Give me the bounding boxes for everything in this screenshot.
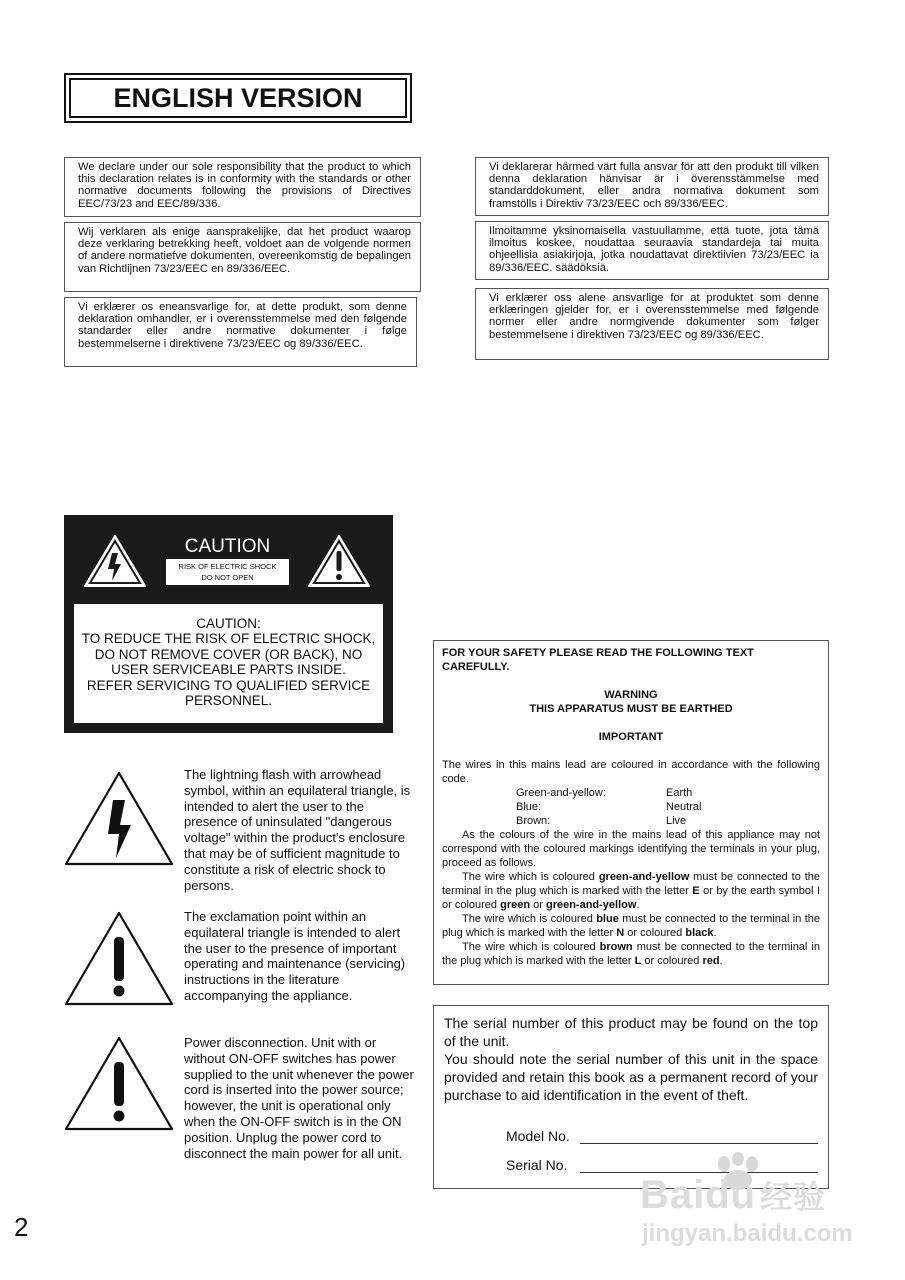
page-number: 2 bbox=[14, 1212, 29, 1242]
code-color: Green-and-yellow: bbox=[516, 787, 606, 799]
exclamation-warning-icon bbox=[306, 533, 372, 589]
wire-mismatch-paragraph: As the colours of the wire in the mains lead of this appliance may not correspond with the coloured markings identifying the terminals in your plug, proceed as follows. bbox=[442, 829, 820, 869]
watermark-brand: Baidu bbox=[640, 1173, 757, 1217]
earth-wire-paragraph: The wire which is coloured green-and-yellow must be connected to the terminal in the plug which is marked with the letter E or by the earth symbol I or coloured green or green-and-yellow. bbox=[442, 871, 820, 911]
code-meaning: Live bbox=[666, 815, 687, 827]
safety-notice-box bbox=[433, 640, 829, 985]
declaration-swedish: Vi deklarerar härmed värt fulla ansvar för att den produkt till vilken denna deklaration hänvisar är i överensstämmelse med standarddokument, eller andra normativa dokument som framstölls i Direktiv 73/23/EEC och 89/336/EEC. bbox=[475, 157, 829, 216]
live-wire-paragraph: The wire which is coloured brown must be connected to the terminal in the plug which is marked with the letter L or coloured red. bbox=[442, 941, 820, 967]
declaration-norwegian: Vi erklærer oss alene ansvarlige for at produktet som denne erklæringen gjelder for, er i overensstemmelse med følgende normer eller andre normgivende dokumenter som følger bestemmelsene i direktiven 73/23/EEC og 89/336/EEC. bbox=[475, 288, 829, 360]
neutral-wire-paragraph: The wire which is coloured blue must be connected to the terminal in the plug which is marked with the letter N or coloured black. bbox=[442, 913, 820, 939]
caution-risk-text: RISK OF ELECTRIC SHOCK bbox=[178, 562, 277, 571]
wire-color-code-table bbox=[442, 786, 820, 828]
model-no-field[interactable] bbox=[580, 1143, 818, 1144]
earth-symbol-icon: I bbox=[816, 885, 820, 897]
lightning-warning-icon bbox=[82, 533, 148, 589]
warning-subheading: THIS APPARATUS MUST BE EARTHED bbox=[529, 703, 733, 715]
exclamation-symbol-description: The exclamation point within an equilateral triangle is intended to alert the user to the presence of important operating and maintenance (servicing) instructions in the literature accompanying the appliance. bbox=[184, 909, 406, 1003]
caution-line: USER SERVICEABLE PARTS INSIDE. bbox=[111, 662, 346, 678]
power-disconnection-description: Power disconnection. Unit with or without ON-OFF switches has power supplied to the unit whenever the power cord is inserted into the power source; however, the unit is operational only when the ON-OFF switch is in the ON position. Unplug the power cord to disconnect the main power for all unit. bbox=[184, 1035, 414, 1161]
caution-do-not-open-text: DO NOT OPEN bbox=[201, 573, 254, 582]
declaration-danish: Vi erklærer os eneansvarlige for, at dette produkt, som denne deklaration omhandler, er i overensstemmelse med den følgende standarder eller andre normative dokumenter i følge bestemmelserne i direktivene 73/23/EEC og 89/336/EEC. bbox=[64, 297, 417, 367]
declaration-finnish: Ilmoitamme yksinomaisella vastuullamme, että tuote, jota tämä ilmoitus koskee, noudattaa seuraavia standardeja tai muita ohjeellisia asiakirjoja, jotka noudattavat direktiivien 73/23/EEC ia 89/336/EEC. säädöksiä. bbox=[475, 221, 829, 280]
code-color: Brown: bbox=[516, 815, 551, 827]
baidu-watermark bbox=[640, 1152, 870, 1252]
code-meaning: Neutral bbox=[666, 801, 702, 813]
important-heading: IMPORTANT bbox=[598, 731, 664, 743]
warning-heading: WARNING bbox=[604, 689, 658, 701]
serial-location-text: The serial number of this product may be found on the top of the unit. bbox=[444, 1015, 818, 1049]
model-no-label: Model No. bbox=[506, 1128, 570, 1144]
code-color: Blue: bbox=[516, 801, 542, 813]
caution-line: REFER SERVICING TO QUALIFIED SERVICE bbox=[86, 677, 371, 693]
caution-line: TO REDUCE THE RISK OF ELECTRIC SHOCK, bbox=[81, 631, 376, 647]
watermark-brand-cn: 经验 bbox=[760, 1179, 827, 1215]
code-meaning: Earth bbox=[666, 787, 693, 799]
caution-line: PERSONNEL. bbox=[184, 693, 273, 709]
watermark-url: jingyan.baidu.com bbox=[642, 1220, 853, 1247]
serial-record-text: You should note the serial number of this unit in the space provided and retain this book as a permanent record of your purchase to aid identification in the event of theft. bbox=[444, 1051, 818, 1103]
declaration-english: We declare under our sole responsibility that the product to which this declaration relates is in conformity with the standards or other normative documents following the provisions of Directives EEC/73/23 and EEC/89/336. bbox=[64, 157, 421, 217]
page-title: ENGLISH VERSION bbox=[69, 78, 407, 118]
caution-label-title: CAUTION bbox=[166, 534, 289, 559]
lightning-triangle-icon bbox=[63, 770, 175, 867]
wire-code-intro: The wires in this mains lead are coloured in accordance with the following code. bbox=[442, 759, 820, 785]
declaration-dutch: Wij verklaren als enige aansprakelijke, dat het product waarop deze verklaring betrekking heeft, voldoet aan de volgende normen of andere normatiefve dokumenten, overeenkomstig de bepalingen van Richtlijnen 73/23/EEC en 89/336/EEC. bbox=[64, 222, 421, 292]
caution-message bbox=[74, 604, 383, 723]
serial-no-label: Serial No. bbox=[506, 1157, 568, 1173]
caution-line: DO NOT REMOVE COVER (OR BACK), NO bbox=[94, 646, 363, 662]
caution-heading: CAUTION: bbox=[196, 616, 261, 631]
power-exclamation-triangle-icon bbox=[63, 1035, 175, 1132]
safety-heading: FOR YOUR SAFETY PLEASE READ THE FOLLOWING TEXT CAREFULLY. bbox=[442, 647, 754, 673]
lightning-symbol-description: The lightning flash with arrowhead symbol, within an equilateral triangle, is intended to alert the user to the presence of uninsulated "dangerous voltage" within the product's enclosure that may be of sufficient magnitude to constitute a risk of electric shock to persons. bbox=[184, 767, 411, 893]
exclamation-triangle-icon bbox=[63, 910, 175, 1007]
